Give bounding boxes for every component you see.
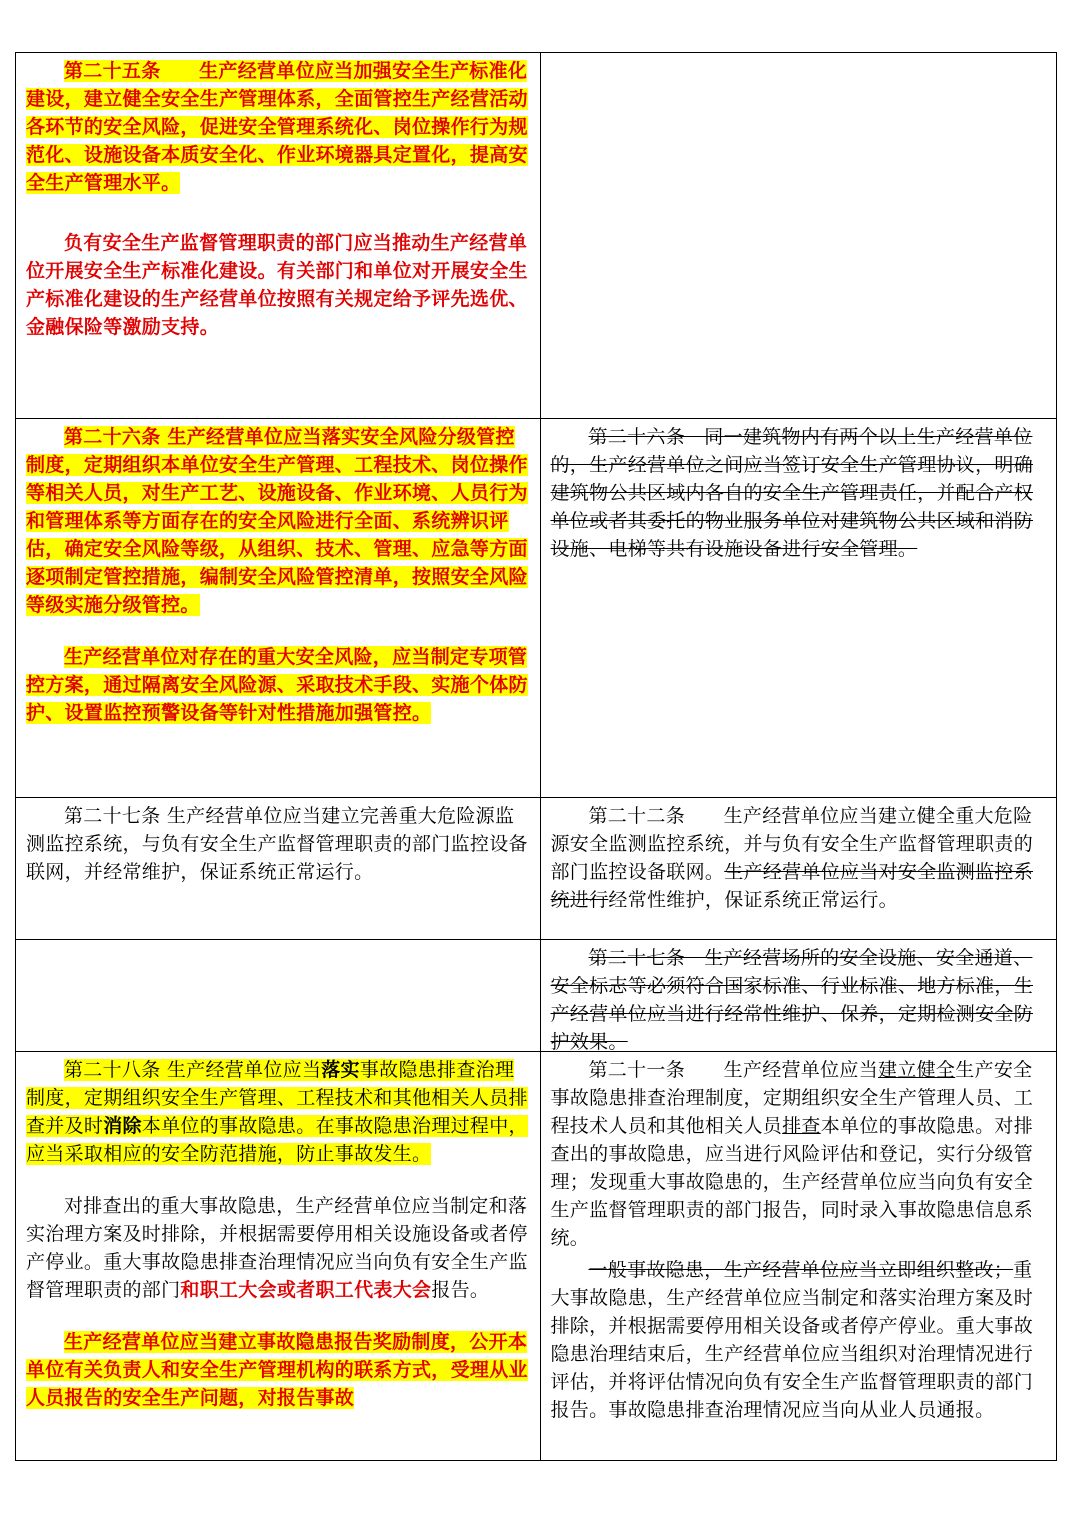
old-article-21-text-3: 本单位的事故隐患。对排查出的事故隐患，应当进行风险评估和登记，实行分级管理；发现重大事故隐患的，生产经营单位应当向负有安全生产监督管理职责的部门报告，同时录入事故隐患信息系统。: [550, 1115, 1034, 1249]
new-text-cell: [16, 419, 541, 797]
article-25-paragraph-2: 负有安全生产监督管理职责的部门应当推动生产经营单位开展安全生产标准化建设。有关部门和单位对开展安全生产标准化建设的生产经营单位按照有关规定给予评先选优、金融保险等激励支持。: [26, 232, 528, 338]
article-28-emphasis-luoshi: 落实: [321, 1059, 360, 1081]
article-26-paragraph-1: 第二十六条 生产经营单位应当落实安全风险分级管控制度，定期组织本单位安全生产管理、工程技术、岗位操作等相关人员，对生产工艺、设施设备、作业环境、人员行为和管理体系等方面存在的安全风险进行全面、系统辨识评估，确定安全风险等级，从组织、技术、管理、应急等方面逐项制定管控措施，编制安全风险管控清单，按照安全风险等级实施分级管控。: [26, 426, 528, 616]
table-row: [15, 939, 1057, 1051]
table-row: [15, 52, 1057, 418]
old-article-21-paragraph-2: 重大事故隐患，生产经营单位应当制定和落实治理方案及时排除，并根据需要停用相关设备或者停产停业。重大事故隐患治理结束后，生产经营单位应当组织对治理情况进行评估，并将评估情况向负有安全生产监督管理职责的部门报告。事故隐患排查治理情况应当向从业人员通报。: [550, 1259, 1034, 1421]
article-28-paragraph-2: 对排查出的重大事故隐患，生产经营单位应当制定和落实治理方案及时排除，并根据需要停用相关设施设备或者停产停业。重大事故隐患排查治理情况应当向负有安全生产监督管理职责的部门: [26, 1195, 528, 1301]
old-text-cell: [541, 1052, 1058, 1460]
article-25-paragraph-1: 第二十五条 生产经营单位应当加强安全生产标准化建设，建立健全安全生产管理体系，全面管控生产经营活动各环节的安全风险，促进安全管理系统化、岗位操作行为规范化、设施设备本质安全化、作业环境器具定置化，提高安全生产管理水平。: [26, 60, 528, 194]
old-article-22-text-end: 经常性维护，保证系统正常运行。: [608, 889, 898, 911]
old-text-cell: [541, 798, 1058, 939]
article-28-text-2: 事故隐患排查治理制度，定期组织安全生产管理、工程技术和其他相关人员排查并及时: [26, 1059, 528, 1137]
article-28-added-workers-congress: 和职工大会或者职工代表大会: [180, 1279, 432, 1301]
old-text-cell: [541, 419, 1058, 797]
old-article-27-deleted: 第二十七条 生产经营场所的安全设施、安全通道、安全标志等必须符合国家标准、行业标准、地方标准，生产经营单位应当进行经常性维护、保养，定期检测安全防护效果。: [550, 947, 1034, 1051]
new-text-cell: [16, 53, 541, 418]
old-article-21-deleted: 一般事故隐患，生产经营单位应当立即组织整改；: [588, 1259, 1014, 1281]
old-text-cell: [541, 53, 1058, 418]
article-26-paragraph-2: 生产经营单位对存在的重大安全风险，应当制定专项管控方案，通过隔离安全风险源、采取技术手段、实施个体防护、设置监控预警设备等针对性措施加强管控。: [26, 646, 528, 724]
old-article-22-deleted: 生产经营单位应当对安全监测监控系统进行: [550, 861, 1034, 911]
old-text-cell: [541, 940, 1058, 1051]
old-article-21-underlined-1: 建立健全: [878, 1059, 956, 1081]
article-28-paragraph-2-end: 报告。: [431, 1279, 490, 1301]
article-27-paragraph: 第二十七条 生产经营单位应当建立完善重大危险源监测监控系统，与负有安全生产监督管理职责的部门监控设备联网，并经常维护，保证系统正常运行。: [26, 805, 528, 883]
table-row: [15, 1051, 1057, 1461]
table-row: [15, 418, 1057, 797]
old-article-21-text-2: 生产安全事故隐患排查治理制度，定期组织安全生产管理人员、工程技术人员和其他相关人员: [550, 1059, 1034, 1137]
article-28-paragraph-3: 生产经营单位应当建立事故隐患报告奖励制度，公开本单位有关负责人和安全生产管理机构的联系方式，受理从业人员报告的安全生产问题，对报告事故: [26, 1331, 528, 1409]
old-article-22-text: 第二十二条 生产经营单位应当建立健全重大危险源安全监测监控系统，并与负有安全生产监督管理职责的部门监控设备联网。: [550, 805, 1034, 883]
article-28-emphasis-xiaochu: 消除: [103, 1115, 142, 1137]
new-text-cell: [16, 798, 541, 939]
old-article-21-underlined-2: 排查: [782, 1115, 821, 1137]
old-article-21-text: 第二十一条 生产经营单位应当: [588, 1059, 879, 1081]
new-text-cell: [16, 940, 541, 1051]
new-text-cell: [16, 1052, 541, 1460]
old-article-26-deleted: 第二十六条 同一建筑物内有两个以上生产经营单位的，生产经营单位之间应当签订安全生产管理协议，明确建筑物公共区域内各自的安全生产管理责任，并配合产权单位或者其委托的物业服务单位对建筑物公共区域和消防设施、电梯等共有设施设备进行安全管理。: [550, 426, 1034, 560]
comparison-table: [15, 52, 1057, 1461]
article-28-text-3: 本单位的事故隐患。在事故隐患治理过程中，应当采取相应的安全防范措施，防止事故发生。: [26, 1115, 528, 1165]
table-row: [15, 797, 1057, 939]
article-28-text: 第二十八条 生产经营单位应当: [64, 1059, 322, 1081]
